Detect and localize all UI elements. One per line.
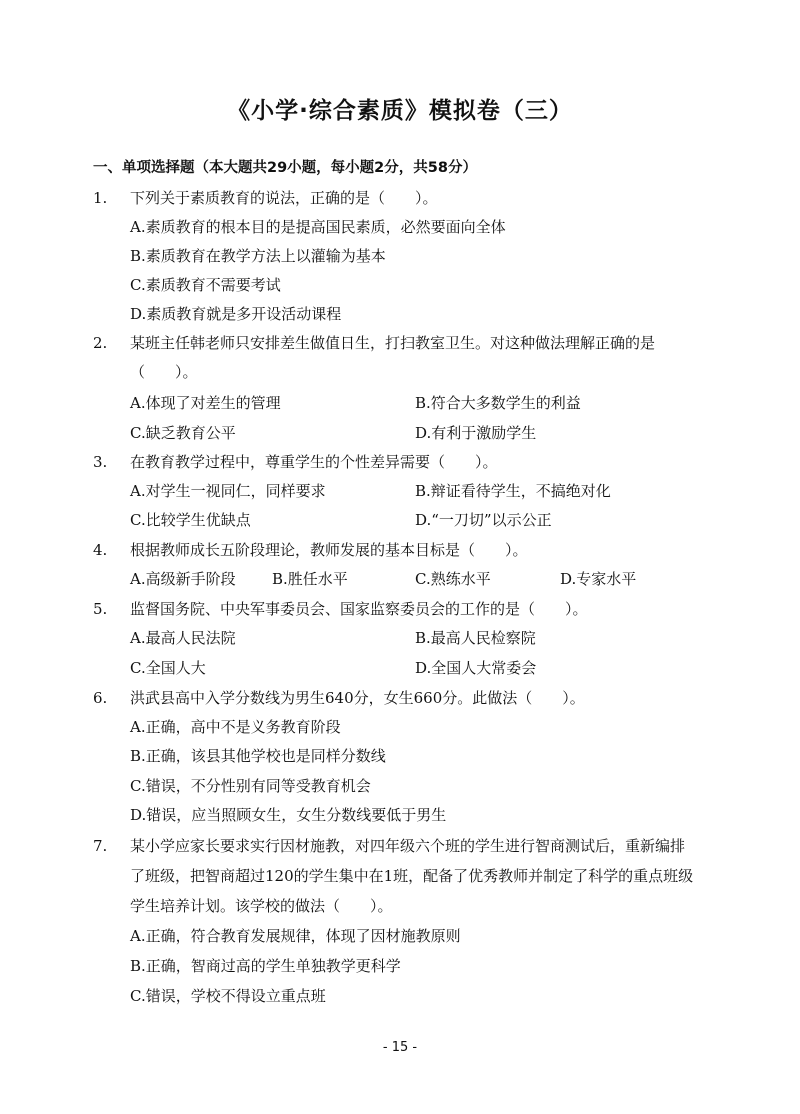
question-number: 5. [93, 600, 108, 618]
option-d: D.有利于激励学生 [415, 424, 537, 442]
question-stem: 某小学应家长要求实行因材施教，对四年级六个班的学生进行智商测试后，重新编排 [130, 837, 686, 855]
option-c: C.素质教育不需要考试 [130, 276, 281, 294]
question-number: 7. [93, 837, 108, 855]
option-c: C.比较学生优缺点 [130, 511, 251, 529]
option-b: B.辩证看待学生，不搞绝对化 [415, 482, 611, 500]
option-a: A.最高人民法院 [130, 629, 236, 647]
option-b: B.正确，该县其他学校也是同样分数线 [130, 747, 386, 765]
page-title: 《小学·综合素质》模拟卷（三） [227, 98, 573, 124]
question-number: 4. [93, 541, 108, 559]
option-a: A.素质教育的根本目的是提高国民素质，必然要面向全体 [130, 218, 506, 236]
option-d: D.素质教育就是多开设活动课程 [130, 305, 342, 323]
question-stem: 在教育教学过程中，尊重学生的个性差异需要（ ）。 [130, 453, 498, 471]
question-number: 6. [93, 689, 108, 707]
option-c: C.全国人大 [130, 659, 206, 677]
option-b: B.素质教育在教学方法上以灌输为基本 [130, 247, 386, 265]
option-b: B.最高人民检察院 [415, 629, 536, 647]
option-d: D.“一刀切”以示公正 [415, 511, 552, 529]
option-d: D.全国人大常委会 [415, 659, 537, 677]
question-number: 3. [93, 453, 108, 471]
question-stem-continued: （ ）。 [130, 363, 198, 381]
option-a: A.体现了对差生的管理 [130, 394, 281, 412]
option-b: B.胜任水平 [272, 570, 348, 588]
question-number: 1. [93, 189, 108, 207]
option-d: D.专家水平 [560, 570, 637, 588]
option-d: D.错误，应当照顾女生，女生分数线要低于男生 [130, 806, 447, 824]
option-b: B.符合大多数学生的利益 [415, 394, 581, 412]
option-a: A.正确，高中不是义务教育阶段 [130, 718, 341, 736]
question-stem-continued: 了班级，把智商超过120的学生集中在1班，配备了优秀教师并制定了科学的重点班级 [130, 867, 694, 885]
option-c: C.熟练水平 [415, 570, 491, 588]
section-heading: 一、单项选择题（本大题共29小题，每小题2分，共58分） [93, 160, 477, 176]
question-stem: 下列关于素质教育的说法，正确的是（ ）。 [130, 189, 438, 207]
option-c: C.缺乏教育公平 [130, 424, 236, 442]
option-a: A.对学生一视同仁，同样要求 [130, 482, 326, 500]
page-number: - 15 - [382, 1040, 418, 1055]
option-c: C.错误，学校不得设立重点班 [130, 987, 326, 1005]
question-stem: 根据教师成长五阶段理论，教师发展的基本目标是（ ）。 [130, 541, 528, 559]
question-number: 2. [93, 334, 108, 352]
question-stem: 洪武县高中入学分数线为男生640分，女生660分。此做法（ ）。 [130, 689, 585, 707]
question-stem-continued: 学生培养计划。该学校的做法（ ）。 [130, 897, 393, 915]
option-a: A.正确，符合教育发展规律，体现了因材施教原则 [130, 927, 461, 945]
question-stem: 监督国务院、中央军事委员会、国家监察委员会的工作的是（ ）。 [130, 600, 588, 618]
option-c: C.错误，不分性别有同等受教育机会 [130, 777, 371, 795]
option-a: A.高级新手阶段 [130, 570, 236, 588]
question-stem: 某班主任韩老师只安排差生做值日生，打扫教室卫生。对这种做法理解正确的是 [130, 334, 656, 352]
option-b: B.正确，智商过高的学生单独教学更科学 [130, 957, 401, 975]
